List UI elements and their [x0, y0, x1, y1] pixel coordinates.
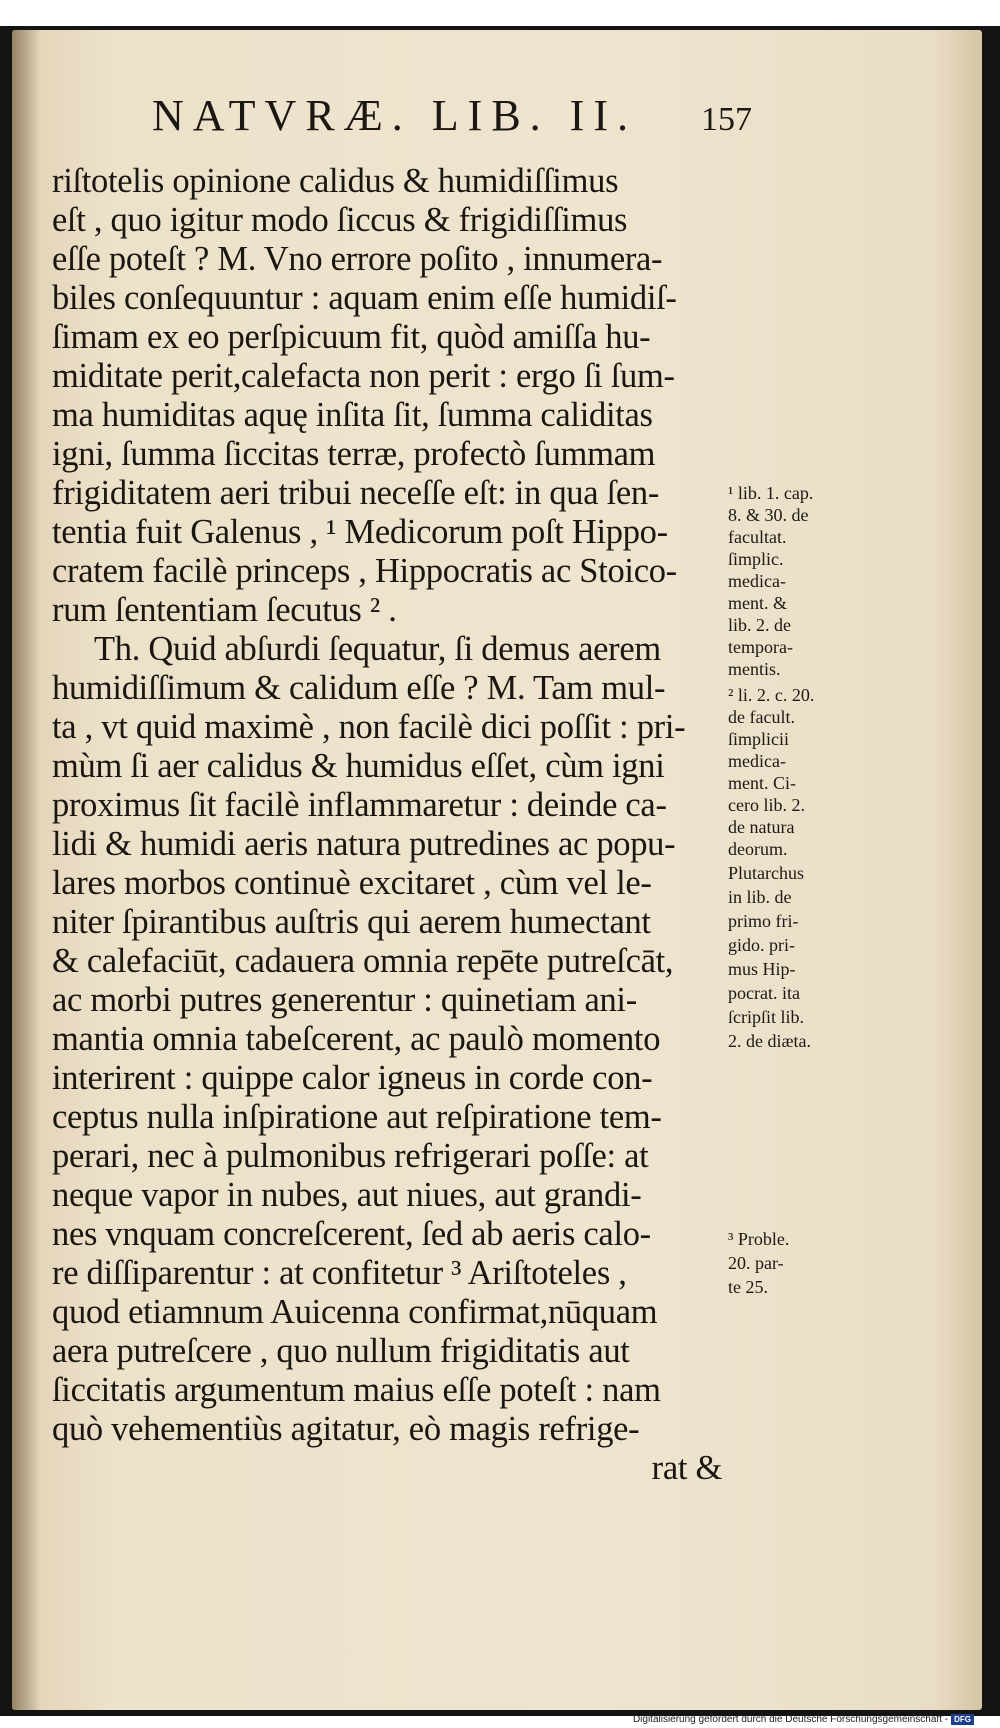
margin-note-line: medica- — [728, 751, 786, 771]
text-line: & calefaciūt, cadauera omnia repēte putreſcāt, — [52, 942, 674, 980]
margin-note-line: de facult. — [728, 707, 795, 727]
text-line: frigiditatem aeri tribui neceſſe eſt: in qua ſen- — [52, 474, 660, 512]
page-header — [152, 90, 752, 150]
text-line: ac morbi putres generentur : quinetiam ani- — [52, 981, 637, 1019]
text-line: eſt , quo igitur modo ſiccus & frigidiſſimus — [52, 201, 628, 239]
text-line: igni, ſumma ſiccitas terræ, profectò ſummam — [52, 435, 656, 473]
digitization-credit — [633, 1714, 974, 1725]
margin-note-line: gido. pri- — [728, 935, 795, 955]
text-line: Th. Quid abſurdi ſequatur, ſi demus aerem — [94, 630, 661, 668]
text-line: niter ſpirantibus auſtris qui aerem humectant — [52, 903, 651, 941]
text-line: lidi & humidi aeris natura putredines ac popu- — [52, 825, 676, 863]
page-number: 157 — [701, 101, 752, 138]
text-line: mùm ſi aer calidus & humidus eſſet, cùm igni — [52, 747, 665, 785]
text-line: lares morbos continuè excitaret , cùm vel le- — [52, 864, 652, 902]
text-line: rum ſententiam ſecutus ² . — [52, 591, 397, 629]
margin-note-line: te 25. — [728, 1277, 768, 1297]
text-line: ma humiditas aquę inſita ſit, ſumma caliditas — [52, 396, 653, 434]
text-line: humidiſſimum & calidum eſſe ? M. Tam mul- — [52, 669, 666, 707]
margin-note-line: cero lib. 2. — [728, 795, 805, 815]
margin-note-line: mus Hip- — [728, 959, 796, 979]
margin-note-line: ſimplic. — [728, 549, 784, 569]
text-line: re diſſiparentur : at confitetur ³ Ariſtoteles , — [52, 1254, 627, 1292]
dfg-logo: DFG — [951, 1714, 974, 1725]
text-line: ceptus nulla inſpiratione aut reſpiratione tem- — [52, 1098, 662, 1136]
text-line: biles conſequuntur : aquam enim eſſe humidiſ- — [52, 279, 677, 317]
text-line: quod etiamnum Auicenna confirmat,nūquam — [52, 1293, 658, 1331]
gutter-shadow — [12, 30, 40, 1710]
margin-note-line: facultat. — [728, 527, 787, 547]
text-line: ta , vt quid maximè , non facilè dici poſſit : pri- — [52, 708, 686, 746]
book-page — [12, 30, 982, 1710]
margin-note-line: 8. & 30. de — [728, 505, 809, 525]
margin-note-line: tempora- — [728, 637, 793, 657]
margin-note-line: in lib. de — [728, 887, 792, 907]
credit-text: Digitalisierung gefördert durch die Deutsche Forschungsgemeinschaft - — [632, 1714, 949, 1725]
main-text-block — [52, 162, 732, 1488]
text-line: mantia omnia tabeſcerent, ac paulò momento — [52, 1020, 661, 1058]
margin-note-line: mentis. — [728, 659, 781, 679]
text-line: cratem facilè princeps , Hippocratis ac Stoico- — [52, 552, 677, 590]
margin-note-line: medica- — [728, 571, 786, 591]
margin-note-line: de natura — [728, 817, 795, 837]
text-line: miditate perit,calefacta non perit : ergo ſi ſum- — [52, 357, 675, 395]
text-line: riſtotelis opinione calidus & humidiſſimus — [52, 162, 619, 200]
text-line: eſſe poteſt ? M. Vno errore poſito , innumera- — [52, 240, 663, 278]
margin-note-line: 2. de diæta. — [728, 1031, 811, 1051]
text-line: quò vehementiùs agitatur, eò magis refrige- — [52, 1410, 640, 1448]
text-line: proximus ſit facilè inflammaretur : deinde ca- — [52, 786, 667, 824]
text-line: ſimam ex eo perſpicuum fit, quòd amiſſa hu- — [52, 318, 651, 356]
margin-note-line: Plutarchus — [728, 863, 804, 883]
text-line: neque vapor in nubes, aut niues, aut grandi- — [52, 1176, 642, 1214]
margin-note-line: ³ Proble. — [728, 1229, 790, 1249]
text-line: aera putreſcere , quo nullum frigiditatis aut — [52, 1332, 630, 1370]
margin-note-line: deorum. — [728, 839, 788, 859]
margin-note-line: ment. & — [728, 593, 787, 613]
text-line: interirent : quippe calor igneus in corde con- — [52, 1059, 653, 1097]
margin-note-line: pocrat. ita — [728, 983, 800, 1003]
margin-note-line: primo fri- — [728, 911, 799, 931]
margin-note-line: 20. par- — [728, 1253, 784, 1273]
text-line: ſiccitatis argumentum maius eſſe poteſt : nam — [52, 1371, 661, 1409]
text-line: tentia fuit Galenus , ¹ Medicorum poſt Hippo- — [52, 513, 668, 551]
margin-note-line: ſimplicii — [728, 729, 789, 749]
margin-note-line: ² li. 2. c. 20. — [728, 685, 815, 705]
text-line: perari, nec à pulmonibus refrigerari poſſe: at — [52, 1137, 649, 1175]
margin-note-line: lib. 2. de — [728, 615, 791, 635]
text-line: rat & — [651, 1449, 722, 1487]
margin-note-line: ſcripſit lib. — [728, 1007, 804, 1027]
text-line: nes vnquam concreſcerent, ſed ab aeris calo- — [52, 1215, 651, 1253]
margin-note-line: ment. Ci- — [728, 773, 796, 793]
margin-note-line: ¹ lib. 1. cap. — [728, 483, 814, 503]
running-head: NATVRÆ. LIB. II. — [152, 91, 637, 140]
